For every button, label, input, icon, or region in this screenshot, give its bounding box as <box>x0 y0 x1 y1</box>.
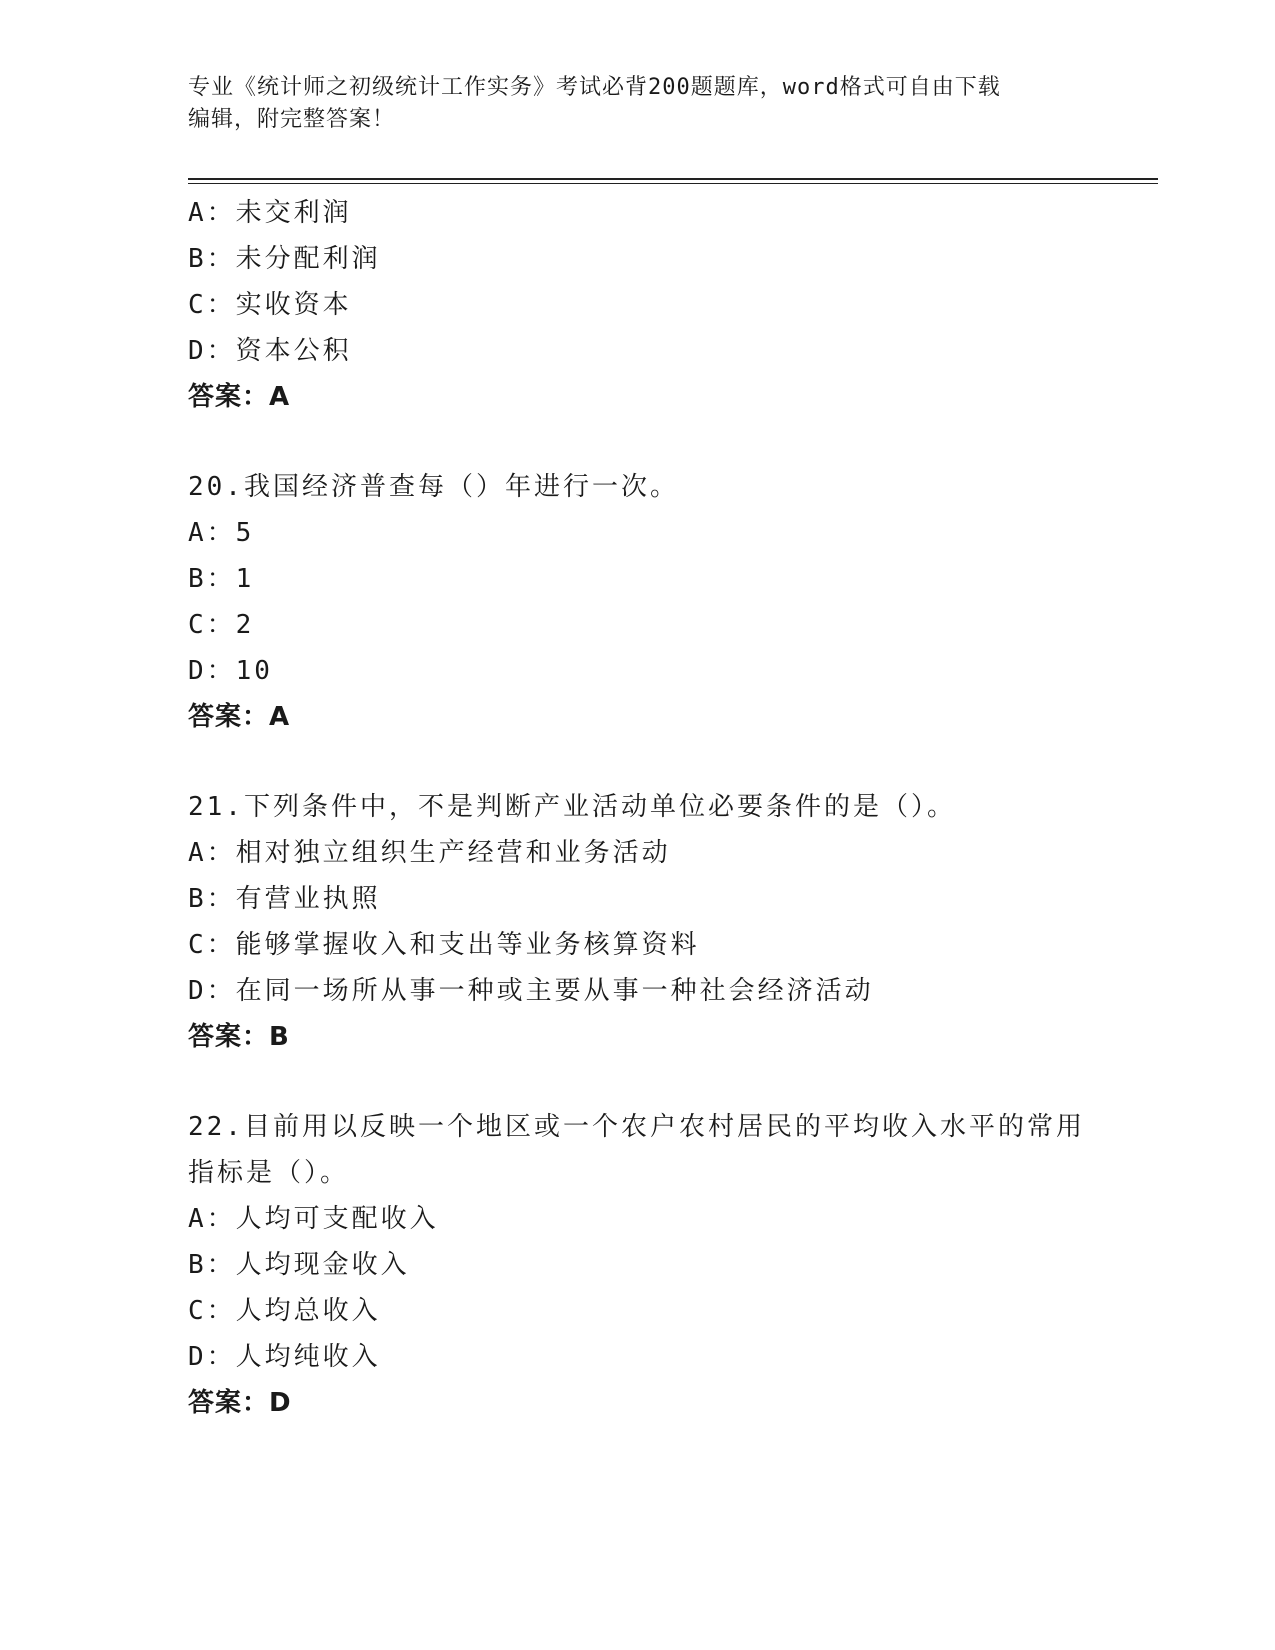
option-b: B：未分配利润 <box>188 244 381 274</box>
question-stem: 21.下列条件中，不是判断产业活动单位必要条件的是（）。 <box>188 792 956 822</box>
question-19 <box>188 190 1148 420</box>
answer: 答案：D <box>188 1388 292 1418</box>
option-c: C：实收资本 <box>188 290 352 320</box>
option-a: A：5 <box>188 518 255 548</box>
option-c: C：2 <box>188 610 255 640</box>
option-a: A：相对独立组织生产经营和业务活动 <box>188 838 671 868</box>
answer: 答案：B <box>188 1022 290 1052</box>
header-divider <box>188 178 1158 184</box>
option-b: B：人均现金收入 <box>188 1250 410 1280</box>
option-b: B：有营业执照 <box>188 884 381 914</box>
header-title-line-1: 专业《统计师之初级统计工作实务》考试必背200题题库，word格式可自由下载 <box>188 75 1001 100</box>
option-c: C：能够掌握收入和支出等业务核算资料 <box>188 930 700 960</box>
question-20 <box>188 464 1148 740</box>
spacer <box>188 420 1148 464</box>
question-22 <box>188 1104 1148 1426</box>
question-stem-line-1: 22.目前用以反映一个地区或一个农户农村居民的平均收入水平的常用 <box>188 1112 1085 1142</box>
option-c: C：人均总收入 <box>188 1296 381 1326</box>
spacer <box>188 740 1148 784</box>
header-title-line-2: 编辑，附完整答案！ <box>188 107 396 132</box>
question-21 <box>188 784 1148 1060</box>
answer: 答案：A <box>188 382 291 412</box>
option-d: D：在同一场所从事一种或主要从事一种社会经济活动 <box>188 976 874 1006</box>
option-d: D：10 <box>188 656 273 686</box>
option-d: D：资本公积 <box>188 336 352 366</box>
answer: 答案：A <box>188 702 291 732</box>
option-a: A：未交利润 <box>188 198 352 228</box>
document-header <box>188 72 1088 136</box>
option-d: D：人均纯收入 <box>188 1342 381 1372</box>
option-a: A：人均可支配收入 <box>188 1204 439 1234</box>
question-stem: 20.我国经济普查每（）年进行一次。 <box>188 472 679 502</box>
spacer <box>188 1060 1148 1104</box>
question-list <box>188 190 1148 1426</box>
question-stem-line-2: 指标是（）。 <box>188 1158 350 1188</box>
option-b: B：1 <box>188 564 255 594</box>
